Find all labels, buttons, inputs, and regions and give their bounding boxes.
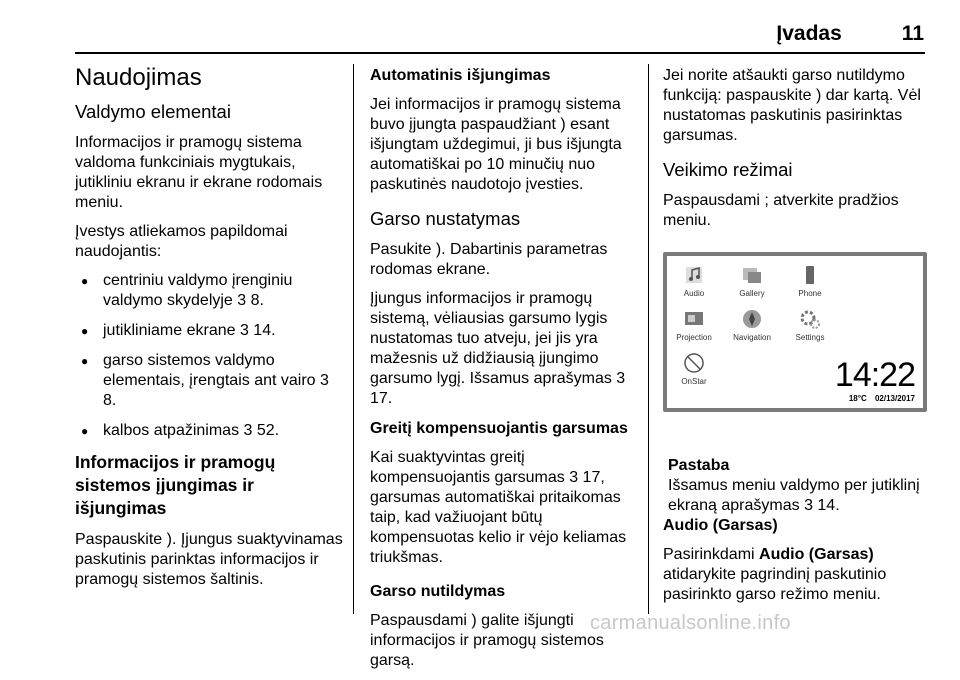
column-right xyxy=(663,66,933,240)
paragraph-audio: Pasirinkdami Audio (Garsas) atidarykite pagrindinį paskutinio pasirinkto garso režimo meniu. xyxy=(663,546,887,603)
heading-volume: Garso nustatymas xyxy=(370,208,521,229)
paragraph: Paspausdami ) galite išjungti informacijos ir pramogų sistemos garsą. xyxy=(370,612,604,669)
onstar-icon xyxy=(683,352,705,374)
note-block xyxy=(668,456,938,516)
heading-audio: Audio (Garsas) xyxy=(663,517,778,534)
paragraph: Informacijos ir pramogų sistema valdoma funkciniais mygtukais, jutikliniu ekranu ir ekrane rodomais meniu. xyxy=(75,134,323,211)
paragraph: Įjungus informacijos ir pramogų sistemą, vėliausias garsumo lygis nustatomas tuo atveju, jei jis yra mažesnis už didžiausią įjungimo garsumo lygį. Išsamus aprašymas 3 17. xyxy=(370,290,626,407)
heading-speed-volume: Greitį kompensuojantis garsumas xyxy=(370,420,628,437)
note-text: Išsamus meniu valdymo per jutiklinį ekraną aprašymas 3 14. xyxy=(668,477,920,514)
app-navigation: Navigation xyxy=(725,308,779,342)
clock-time: 14:22 xyxy=(834,356,915,394)
app-projection: Projection xyxy=(667,308,721,342)
paragraph: Paspausdami ; atverkite pradžios meniu. xyxy=(663,192,899,229)
paragraph: Pasukite ). Dabartinis parametras rodomas ekrane. xyxy=(370,241,608,278)
column-middle xyxy=(370,66,638,680)
list-item: ● kalbos atpažinimas 3 52. xyxy=(75,421,345,441)
home-screen-image xyxy=(663,252,927,412)
list-item: ● jutikliniame ekrane 3 14. xyxy=(75,321,345,341)
list-item: ● garso sistemos valdymo elementais, įrengtais ant vairo 3 8. xyxy=(75,351,345,411)
section-title: Įvadas xyxy=(776,22,842,45)
header-rule xyxy=(75,52,925,54)
column-left xyxy=(75,60,345,599)
list-item: ● centriniu valdymo įrenginiu valdymo skydelyje 3 8. xyxy=(75,271,345,311)
page-title: Naudojimas xyxy=(75,64,202,91)
heading-auto-off: Automatinis išjungimas xyxy=(370,67,551,84)
heading-modes: Veikimo režimai xyxy=(663,159,793,180)
app-onstar: OnStar xyxy=(667,352,721,386)
app-gallery: Gallery xyxy=(725,264,779,298)
gallery-icon xyxy=(741,264,763,286)
clock-meta: 18°C 02/13/2017 xyxy=(848,394,915,403)
paragraph: Jei informacijos ir pramogų sistema buvo įjungta paspaudžiant ) esant išjungtam uždegimui, ji bus išjungta automatiškai po 10 minučių nuo paskutinės naudotojo įvesties. xyxy=(370,96,622,193)
watermark: carmanualsonline.info xyxy=(590,612,791,634)
audio-section xyxy=(663,516,933,614)
projection-icon xyxy=(683,308,705,330)
heading-mute: Garso nutildymas xyxy=(370,583,506,600)
subheading-power: Informacijos ir pramogų sistemos įjungimas ir išjungimas xyxy=(75,452,276,518)
subheading-controls: Valdymo elementai xyxy=(75,101,231,122)
paragraph: Įvestys atliekamos papildomai naudojantis: xyxy=(75,223,288,260)
page-header xyxy=(776,22,924,46)
paragraph: Paspauskite ). Įjungus suaktyvinamas paskutinis parinktas informacijos ir pramogų sistemos šaltinis. xyxy=(75,531,343,588)
page-number: 11 xyxy=(901,22,924,45)
note-title: Pastaba xyxy=(668,457,730,474)
compass-icon xyxy=(741,308,763,330)
paragraph: Jei norite atšaukti garso nutildymo funkciją: paspauskite ) dar kartą. Vėl nustatomas paskutinis pasirinktas garsumas. xyxy=(663,67,921,144)
app-phone: Phone xyxy=(783,264,837,298)
app-audio: Audio xyxy=(667,264,721,298)
gear-icon xyxy=(799,308,821,330)
music-note-icon xyxy=(683,264,705,286)
bullet-list xyxy=(75,271,345,441)
paragraph: Kai suaktyvintas greitį kompensuojantis garsumas 3 17, garsumas automatiškai pritaikomas taip, kad važiuojant būtų kompensuotas kelio ir vėjo keliamas triukšmas. xyxy=(370,449,627,566)
column-divider xyxy=(353,64,354,614)
phone-icon xyxy=(799,264,821,286)
column-divider xyxy=(648,64,649,614)
app-settings: Settings xyxy=(783,308,837,342)
